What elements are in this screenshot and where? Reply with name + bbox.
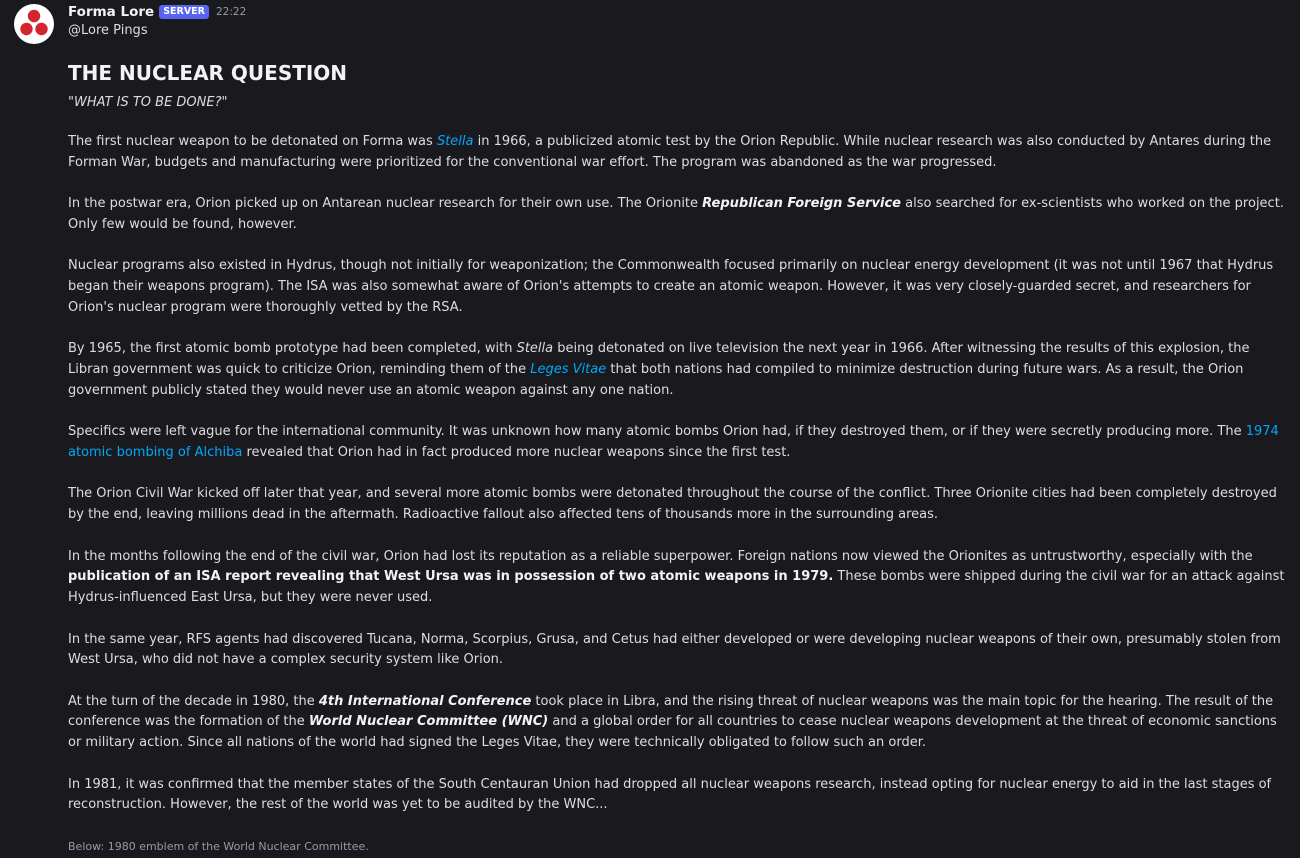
text-segment: The first nuclear weapon to be detonated on Forma was — [68, 134, 437, 149]
image-caption: Below: 1980 emblem of the World Nuclear Committee. — [68, 840, 369, 853]
article-subtitle: "WHAT IS TO BE DONE?" — [68, 95, 228, 110]
timestamp[interactable]: 22:22 — [216, 6, 247, 18]
message-header — [68, 3, 246, 21]
paragraph-10: In 1981, it was confirmed that the member states of the South Centauran Union had dropped all nuclear weapons research, instead opting for nuclear energy to aid in the last stages of reconstruction. However, the rest of the world was yet to be audited by the WNC... — [68, 776, 1272, 813]
avatar[interactable] — [14, 4, 54, 44]
paragraph-2 — [68, 194, 1288, 235]
paragraph-4 — [68, 339, 1288, 401]
stella-emphasis: Stella — [516, 341, 554, 357]
text-segment: These bombs were shipped during the civil war for an attack against Hydrus-influenced East Ursa, but they were never used. — [68, 569, 1285, 606]
paragraph-8: In the same year, RFS agents had discovered Tucana, Norma, Scorpius, Grusa, and Cetus had either developed or were developing nuclear weapons of their own, presumably stolen from West Ursa, who did not have a complex security system like Orion. — [68, 631, 1281, 668]
text-segment: also searched for ex-scientists who worked on the project. Only few would be found, however. — [68, 196, 1284, 232]
text-segment: In the postwar era, Orion picked up on Antarean nuclear research for their own use. The Orionite — [68, 196, 703, 212]
text-segment: Specifics were left vague for the international community. It was unknown how many atomic bombs Orion had, if they destroyed them, or if they were secretly producing more. The — [68, 424, 1246, 440]
conference-emphasis: 4th International Conference — [318, 693, 532, 709]
isa-report-bold: publication of an ISA report revealing that West Ursa was in possession of two atomic weapons in 1979. — [68, 569, 834, 585]
text-segment: being detonated on live television the next year in 1966. After witnessing the results of this explosion, the Libran government was quick to criticize Orion, reminding them of the — [68, 341, 1250, 378]
text-segment: revealed that Orion had in fact produced more nuclear weapons since the first test. — [242, 444, 791, 460]
paragraph-1 — [68, 132, 1288, 173]
stella-link[interactable]: Stella — [436, 134, 474, 149]
rfs-emphasis: Republican Foreign Service — [702, 196, 901, 212]
username[interactable]: Forma Lore — [68, 4, 155, 20]
paragraph-7 — [68, 547, 1288, 609]
three-dots-logo-icon — [14, 4, 54, 44]
text-segment: took place in Libra, and the rising threat of nuclear weapons was the main topic for the hearing. The result of the conference was the formation of the — [68, 693, 1274, 730]
paragraph-9 — [68, 692, 1288, 754]
paragraph-6: The Orion Civil War kicked off later that year, and several more atomic bombs were detonated throughout the course of the conflict. Three Orionite cities had been completely destroyed by the end, leaving millions dead in the aftermath. Radioactive fallout also affected tens of thousands more in the surrounding areas. — [68, 486, 1277, 523]
article-title: THE NUCLEAR QUESTION — [68, 61, 348, 85]
paragraph-5 — [68, 422, 1288, 463]
role-mention[interactable]: @Lore Pings — [68, 23, 148, 38]
text-segment: that both nations had compiled to minimize destruction during future wars. As a result, the Orion government publicly stated they would never use an atomic weapon against any one nation. — [68, 362, 1244, 398]
message-content — [68, 58, 1288, 816]
text-segment: At the turn of the decade in 1980, the — [68, 693, 319, 709]
text-segment: in 1966, a publicized atomic test by the Orion Republic. While nuclear research was also conducted by Antares during the Forman War, budgets and manufacturing were prioritized for the conventional war effort. The program was abandoned as the war progressed. — [68, 134, 1272, 170]
wnc-emphasis: World Nuclear Committee (WNC) — [308, 714, 549, 730]
server-badge: SERVER — [159, 5, 209, 19]
alchiba-bombing-link[interactable]: 1974 atomic bombing of Alchiba — [68, 424, 1279, 460]
paragraph-3: Nuclear programs also existed in Hydrus, though not initially for weaponization; the Commonwealth focused primarily on nuclear energy development (it was not until 1967 that Hydrus began their weapons program). The ISA was also somewhat aware of Orion's attempts to create an atomic weapon. However, it was very closely-guarded secret, and researchers for Orion's nuclear program were thoroughly vetted by the RSA. — [68, 258, 1274, 315]
leges-vitae-link[interactable]: Leges Vitae — [530, 362, 607, 378]
text-segment: and a global order for all countries to cease nuclear weapons development at the threat of economic sanctions or military action. Since all nations of the world had signed the Leges Vitae, they were technically obligated to follow such an order. — [68, 714, 1277, 751]
text-segment: By 1965, the first atomic bomb prototype had been completed, with — [68, 341, 517, 357]
text-segment: In the months following the end of the civil war, Orion had lost its reputation as a reliable superpower. Foreign nations now viewed the Orionites as untrustworthy, especially with the — [68, 548, 1253, 564]
